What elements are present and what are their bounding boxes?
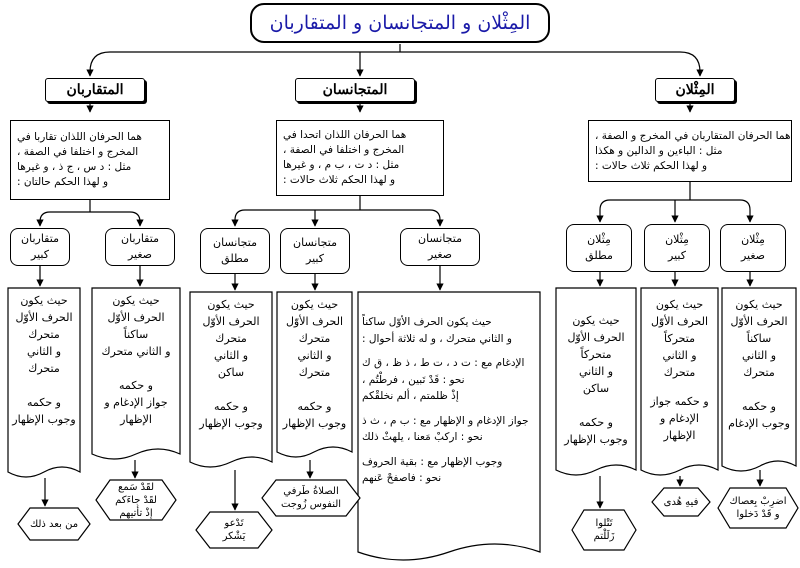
rule-line: و الثاني	[213, 349, 249, 362]
definition-line: و لهذا الحكم ثلاث حالات :	[283, 174, 396, 186]
rule-line: حيث يكون الحرف الأوّل ساكناً	[362, 316, 492, 328]
subtype-size: مطلق	[585, 249, 613, 262]
rule-mutajanisan-mutlaq	[190, 296, 272, 456]
rule-line: حيث يكون	[20, 294, 68, 307]
subtype-size: صغير	[740, 249, 766, 262]
example-mutajanisan-kabir	[264, 480, 358, 516]
rule-mutaqariban-kabir	[8, 292, 80, 460]
category-mithlan	[655, 78, 735, 102]
rule-line: الحرف الأوّل	[15, 311, 73, 324]
subtype-mutajanisan-saghir	[400, 228, 480, 266]
subtype-size: كبير	[306, 252, 324, 265]
rule-line: حيث يكون	[290, 298, 339, 311]
subtype-name: متجانسان	[213, 236, 257, 249]
subtype-name: مِثْلان	[665, 233, 689, 246]
diagram-title-text: المِثْلان و المتجانسان و المتقاربان	[269, 12, 531, 34]
rule-line: إذْ ظلمتم ، ألم نخلقْكم	[362, 390, 459, 402]
example-mithlan-saghir	[720, 488, 796, 528]
rule-line: وجوب الإظهار	[199, 417, 263, 430]
subtype-name: متجانسان	[293, 236, 337, 249]
rule-line: متحرك	[743, 366, 775, 379]
definition-line: مثل : د س ، ج ذ ، و غيرها	[17, 161, 132, 173]
rule-line: حيث يكون	[572, 314, 620, 327]
rule-line: متحرك	[215, 332, 247, 345]
example-text: و قَدْ دَخلوا	[736, 509, 780, 520]
rule-line: متحرك	[663, 366, 696, 379]
definition-line: هما الحرفان اللذان اتحدا في	[283, 129, 407, 141]
rule-line: ساكن	[217, 366, 245, 379]
rule-line: جواز الإدغام و الإظهار مع : ب م ، ث ذ	[362, 414, 529, 427]
example-mutaqariban-kabir	[20, 508, 88, 540]
rule-line: حيث يكون	[112, 294, 160, 307]
rule-line: الحرف الأوّل	[730, 315, 788, 328]
rule-line: الإظهار	[120, 413, 152, 426]
subtype-mutaqariban-saghir	[105, 228, 175, 266]
rule-line: ساكناً	[123, 328, 149, 341]
rule-line: و الثاني متحرك	[101, 345, 171, 358]
rule-line: نحو : فاصفحْ عَنهم	[362, 472, 442, 484]
rule-line: متحرك	[28, 328, 60, 341]
example-text: اضرِبْ بِعصاك	[729, 496, 787, 507]
example-text: الصلاةُ طَرفي	[283, 486, 339, 497]
rule-mithlan-saghir	[722, 296, 796, 458]
rule-mutajanisan-kabir	[277, 296, 352, 446]
rule-line: ساكن	[582, 382, 610, 395]
rule-line: الإدغام و	[660, 412, 699, 425]
subtype-size: كبير	[668, 249, 686, 262]
rule-line: و حكمه	[297, 400, 332, 413]
example-text: النفوس زُوجت	[280, 499, 342, 510]
example-mutajanisan-mutlaq	[198, 512, 270, 548]
rule-mutaqariban-saghir	[92, 292, 180, 446]
example-mutaqariban-saghir	[98, 480, 174, 520]
example-mithlan-mutlaq	[574, 510, 634, 550]
rule-line: الإدغام مع : ت د ، ت ط ، ذ ظ ، ق ك	[362, 357, 525, 369]
definition-mutaqariban	[10, 120, 170, 200]
subtype-mutajanisan-mutlaq	[200, 228, 270, 274]
subtype-mithlan-saghir	[720, 224, 786, 272]
rule-line: حيث يكون	[655, 298, 704, 311]
rule-line: و الثاني متحرك ، و له ثلاثة أحوال :	[362, 332, 512, 345]
rule-line: و حكمه	[742, 400, 776, 413]
category-mithlan-label: المِثْلان	[675, 82, 715, 98]
rule-line: و حكمه جواز	[650, 395, 709, 408]
subtype-name: متقاربان	[121, 232, 159, 245]
category-mutaqariban	[45, 78, 145, 102]
rule-line: وجوب الإدغام	[728, 417, 790, 430]
subtype-size: مطلق	[221, 252, 249, 265]
definition-mithlan	[588, 120, 792, 182]
rule-line: الحرف الأوّل	[285, 315, 344, 328]
rule-line: وجوب الإظهار مع : بقية الحروف	[362, 455, 503, 468]
subtype-mithlan-mutlaq	[566, 224, 632, 272]
subtype-mutaqariban-kabir	[10, 228, 70, 266]
example-text: زَلَلْتم	[593, 531, 615, 542]
rule-line: نحو : اركبْ مَعنا ، يلهثْ ذلك	[362, 431, 483, 443]
rule-mutajanisan-saghir	[362, 314, 536, 538]
definition-line: المخرج و اختلفا في الصفة ،	[283, 144, 405, 156]
rule-line: و الثاني	[741, 349, 777, 362]
subtype-size: صغير	[127, 248, 153, 261]
rule-mithlan-mutlaq	[556, 312, 636, 462]
rule-line: الحرف الأوّل	[107, 311, 165, 324]
definition-line: هما الحرفان المتقاربان في المخرج و الصفة ،	[595, 129, 791, 142]
category-mutajanisan-label: المتجانسان	[322, 82, 388, 98]
example-text: فيهِ هُدى	[663, 496, 699, 508]
rule-line: حيث يكون	[207, 298, 255, 311]
subtype-name: متقاربان	[21, 232, 59, 245]
category-mutaqariban-label: المتقاربان	[66, 82, 124, 98]
definition-line: مثل : د ت ، ب م ، و غيرها	[283, 159, 400, 171]
rule-line: و حكمه	[214, 400, 248, 413]
rule-line: ساكناً	[746, 332, 772, 345]
definition-line: مثل : الباءين و الدالين و هكذا	[595, 144, 723, 157]
example-mithlan-kabir	[654, 488, 708, 516]
definition-line: و لهذا الحكم ثلاث حالات :	[595, 159, 708, 172]
diagram-title	[250, 3, 550, 43]
rule-line: متحرك	[298, 366, 331, 379]
rule-line: حيث يكون	[735, 298, 783, 311]
definition-mutajanisan	[276, 120, 444, 196]
rule-line: و الثاني	[26, 345, 62, 358]
rule-line: متحركاً	[664, 332, 695, 345]
rule-line: الحرف الأوّل	[650, 315, 709, 328]
subtype-name: متجانسان	[418, 232, 462, 245]
rule-line: و حكمه	[579, 416, 613, 429]
example-text: لقَدْ جاءَكم	[115, 494, 157, 506]
rule-line: وجوب الإظهار	[282, 417, 347, 430]
definition-line: هما الحرفان اللذان تقاربا في	[17, 131, 142, 143]
rule-line: الحرف الأوّل	[567, 331, 625, 344]
rule-line: الحرف الأوّل	[202, 315, 260, 328]
definition-line: المخرج و اختلفا في الصفة ،	[17, 146, 139, 158]
subtype-size: صغير	[427, 248, 453, 261]
subtype-mithlan-kabir	[644, 224, 710, 272]
example-text: تَدْعو	[224, 518, 244, 529]
rule-line: الإظهار	[663, 429, 696, 442]
rule-line: متحرك	[298, 332, 331, 345]
subtype-name: مِثْلان	[741, 233, 765, 246]
example-text: إذْ تأتيهم	[119, 507, 153, 519]
rule-line: نحو : قَدْ تَبين ، فرطْتُم ،	[362, 373, 465, 386]
example-text: يَشْكر	[222, 531, 246, 542]
rule-line: و الثاني	[578, 365, 614, 378]
rule-line: جواز الإدغام و	[104, 396, 168, 409]
rule-line: و الثاني	[662, 349, 697, 362]
example-text: لقَدْ سَمع	[118, 481, 155, 493]
rule-line: وجوب الإظهار	[12, 413, 76, 426]
definition-line: و لهذا الحكم حالتان :	[17, 176, 109, 188]
rule-line: و حكمه	[119, 379, 153, 392]
subtype-mutajanisan-kabir	[280, 228, 350, 274]
category-mutajanisan	[295, 78, 415, 102]
rule-line: و حكمه	[27, 396, 61, 409]
rule-line: وجوب الإظهار	[564, 433, 628, 446]
example-text: تَتْلوا	[595, 518, 613, 529]
subtype-size: كبير	[31, 248, 49, 261]
rule-line: و الثاني	[297, 349, 332, 362]
rule-line: متحركاً	[580, 348, 612, 361]
subtype-name: مِثْلان	[587, 233, 611, 246]
rule-mithlan-kabir	[641, 296, 718, 464]
rule-line: متحرك	[28, 362, 60, 375]
example-text: من بعد ذلك	[29, 518, 79, 530]
